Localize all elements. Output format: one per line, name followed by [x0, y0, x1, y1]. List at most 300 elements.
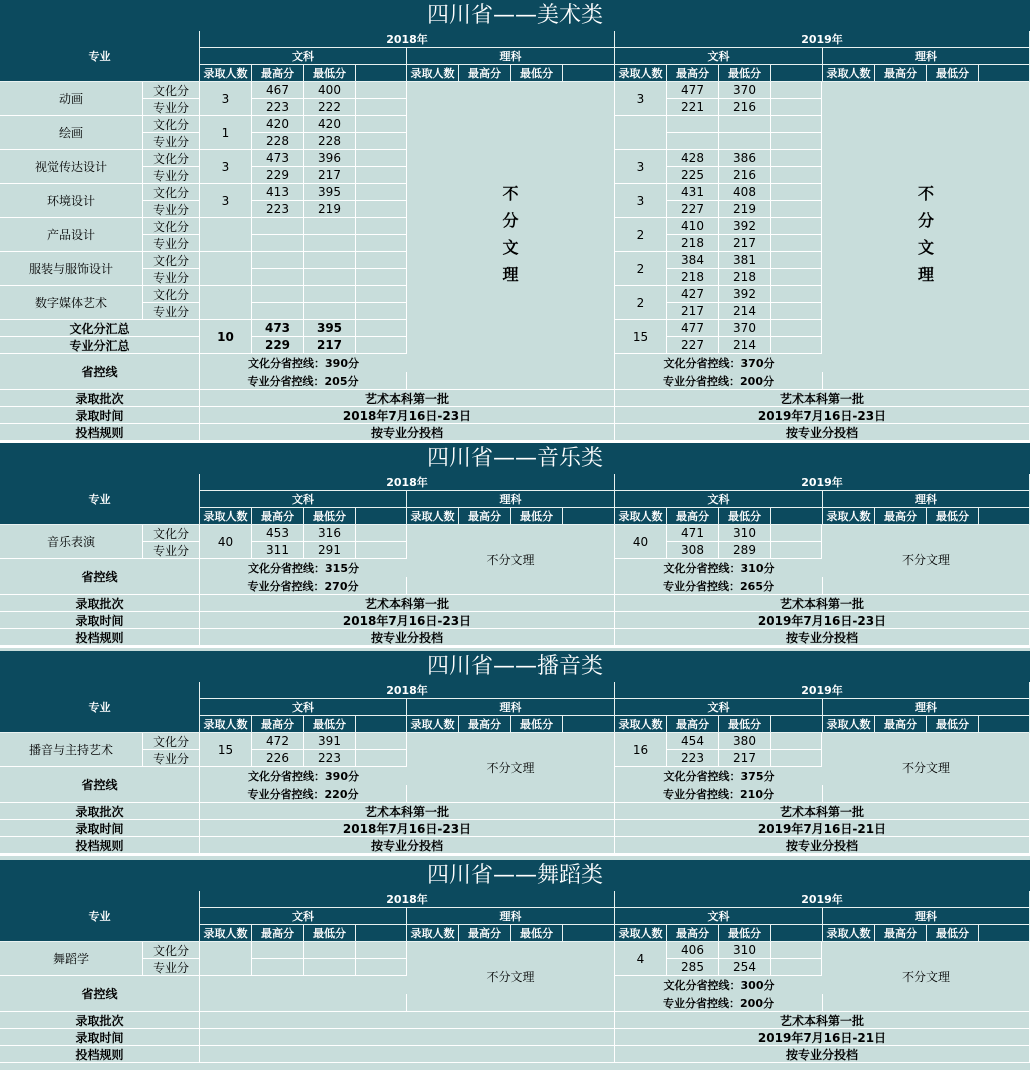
major-max-score: 308: [667, 542, 719, 559]
spare-cell: [771, 525, 822, 542]
culture-min-score: 392: [719, 286, 771, 303]
culture-min-score: 310: [719, 942, 771, 959]
column-header: 最低分: [719, 65, 771, 82]
spare-cell: [771, 286, 822, 303]
column-header: 最低分: [304, 65, 356, 82]
column-header: 录取人数: [823, 925, 875, 942]
section-title: 四川省——音乐类: [0, 443, 1030, 474]
culture-min-score: 400: [304, 82, 356, 99]
column-header: 最低分: [511, 508, 563, 525]
major-name: 绘画: [0, 116, 143, 150]
major-name: 动画: [0, 82, 143, 116]
culture-max-score: 420: [252, 116, 304, 133]
spare-cell: [356, 542, 407, 559]
major-min-score: 289: [719, 542, 771, 559]
culture-min-score: 316: [304, 525, 356, 542]
major-header: 专业: [0, 682, 200, 733]
culture-max-score: [252, 286, 304, 303]
like-header: 理科: [823, 491, 1030, 508]
summary-major-max: 229: [252, 337, 304, 354]
major-max-score: 226: [252, 750, 304, 767]
admitted-count: 2: [615, 252, 667, 286]
major-max-score: 223: [252, 201, 304, 218]
major-max-score: 218: [667, 235, 719, 252]
admitted-count: 3: [615, 184, 667, 218]
column-header-spare: [771, 925, 823, 942]
major-max-score: [667, 133, 719, 150]
major-max-score: 218: [667, 269, 719, 286]
info-value-2018: 2018年7月16日-23日: [200, 612, 615, 629]
culture-max-score: 384: [667, 252, 719, 269]
score-type-label: 文化分: [143, 82, 200, 99]
info-value-2019: 艺术本科第一批: [615, 803, 1030, 820]
score-type-label: 专业分: [143, 959, 200, 976]
spare-cell: [771, 320, 822, 337]
column-header: 最高分: [875, 925, 927, 942]
info-value-2019: 按专业分投档: [615, 424, 1030, 441]
column-header: 最高分: [875, 508, 927, 525]
major-control-line-2019: 专业分省控线：200分: [615, 372, 823, 390]
section-separator: [0, 646, 1030, 648]
like-header: 理科: [823, 48, 1030, 65]
like-header: 理科: [407, 699, 615, 716]
major-min-score: [304, 269, 356, 286]
wenke-header: 文科: [200, 48, 407, 65]
spare-cell: [771, 942, 822, 959]
column-header: 录取人数: [407, 716, 459, 733]
score-type-label: 文化分: [143, 733, 200, 750]
info-value-2018: 2018年7月16日-23日: [200, 407, 615, 424]
column-header: 录取人数: [615, 925, 667, 942]
column-header: 录取人数: [407, 925, 459, 942]
spare-cell: [356, 116, 407, 133]
culture-min-score: [304, 252, 356, 269]
control-line-label: 省控线: [0, 767, 200, 803]
column-header: 最低分: [511, 925, 563, 942]
year-2018-header: 2018年: [200, 31, 615, 48]
section-title: 四川省——播音类: [0, 651, 1030, 682]
spare-cell: [356, 303, 407, 320]
summary-admitted-count: 15: [615, 320, 667, 354]
major-max-score: 228: [252, 133, 304, 150]
column-header: 最高分: [667, 925, 719, 942]
major-name: 视觉传达设计: [0, 150, 143, 184]
spare-cell: [356, 99, 407, 116]
column-header-spare: [356, 508, 407, 525]
column-header: 最高分: [667, 716, 719, 733]
culture-control-line-2018: 文化分省控线：390分: [248, 357, 359, 370]
score-type-label: 文化分: [143, 525, 200, 542]
column-header: 最低分: [719, 508, 771, 525]
info-value-2018: [200, 1012, 615, 1029]
major-name: 服装与服饰设计: [0, 252, 143, 286]
summary-major-min: 214: [719, 337, 771, 354]
section-title: 四川省——美术类: [0, 0, 1030, 31]
score-type-label: 文化分: [143, 942, 200, 959]
section-title: 四川省——舞蹈类: [0, 860, 1030, 891]
column-header: 最高分: [459, 925, 511, 942]
culture-control-line-2019: 文化分省控线：370分: [663, 357, 775, 370]
spare-cell: [356, 286, 407, 303]
score-type-label: 专业分: [143, 201, 200, 218]
major-header: 专业: [0, 891, 200, 942]
major-min-score: 254: [719, 959, 771, 976]
info-value-2018: 艺术本科第一批: [200, 803, 615, 820]
column-header: 最低分: [719, 925, 771, 942]
culture-min-score: [304, 286, 356, 303]
spare-cell: [356, 82, 407, 99]
like-header: 理科: [823, 699, 1030, 716]
column-header-spare: [771, 65, 823, 82]
culture-min-score: [304, 942, 356, 959]
summary-culture-max: 473: [252, 320, 304, 337]
major-max-score: 223: [252, 99, 304, 116]
score-type-label: 文化分: [143, 286, 200, 303]
no-split-char: 不: [917, 184, 934, 203]
column-header-spare: [771, 508, 823, 525]
column-header: 录取人数: [615, 716, 667, 733]
culture-control-line-2018: [200, 976, 407, 994]
spare-cell: [356, 959, 407, 976]
spare-cell: [771, 167, 822, 184]
major-min-score: 217: [304, 167, 356, 184]
spare-cell: [771, 99, 822, 116]
info-value-2019: 按专业分投档: [615, 837, 1030, 854]
info-label: 投档规则: [0, 837, 200, 854]
column-header: 录取人数: [407, 508, 459, 525]
column-header: 最高分: [252, 925, 304, 942]
major-name: 产品设计: [0, 218, 143, 252]
column-header-spare: [356, 716, 407, 733]
year-2019-header: 2019年: [615, 31, 1030, 48]
info-label: 录取时间: [0, 1029, 200, 1046]
major-max-score: 311: [252, 542, 304, 559]
admitted-count: 3: [615, 150, 667, 184]
major-max-score: 223: [667, 750, 719, 767]
info-value-2018: 按专业分投档: [200, 424, 615, 441]
info-value-2019: 2019年7月16日-23日: [615, 407, 1030, 424]
major-min-score: 222: [304, 99, 356, 116]
control-line-label: 省控线: [0, 354, 200, 390]
major-header: 专业: [0, 474, 200, 525]
major-max-score: [252, 303, 304, 320]
culture-max-score: 413: [252, 184, 304, 201]
spare-cell: [771, 733, 822, 750]
culture-max-score: 467: [252, 82, 304, 99]
summary-major-min: 217: [304, 337, 356, 354]
wenke-header: 文科: [615, 699, 823, 716]
info-value-2018: 艺术本科第一批: [200, 390, 615, 407]
summary-culture-min: 395: [304, 320, 356, 337]
culture-control-line-2018: 文化分省控线：315分: [248, 562, 359, 575]
major-header: 专业: [0, 31, 200, 82]
column-header: 最高分: [875, 716, 927, 733]
culture-max-score: 453: [252, 525, 304, 542]
spare-cell: [771, 269, 822, 286]
score-type-label: 文化分: [143, 116, 200, 133]
score-type-label: 文化分: [143, 184, 200, 201]
no-split-note: 不分文理: [407, 525, 615, 595]
spare-cell: [771, 218, 822, 235]
culture-max-score: 427: [667, 286, 719, 303]
spare-cell: [771, 82, 822, 99]
culture-min-score: 420: [304, 116, 356, 133]
column-header: 最低分: [304, 716, 356, 733]
admitted-count: 40: [615, 525, 667, 559]
culture-min-score: 392: [719, 218, 771, 235]
admitted-count: 40: [200, 525, 252, 559]
spare-cell: [771, 337, 822, 354]
column-header: 录取人数: [615, 65, 667, 82]
column-header: 最高分: [459, 65, 511, 82]
major-max-score: [252, 235, 304, 252]
column-header: 最低分: [927, 65, 979, 82]
no-split-char: 文: [917, 238, 934, 257]
admitted-count: [200, 286, 252, 320]
column-header: 最高分: [667, 65, 719, 82]
column-header: 录取人数: [407, 65, 459, 82]
admitted-count: 3: [200, 184, 252, 218]
info-label: 录取批次: [0, 1012, 200, 1029]
major-max-score: 225: [667, 167, 719, 184]
year-2018-header: 2018年: [200, 682, 615, 699]
major-control-line-2019: 专业分省控线：200分: [615, 994, 823, 1012]
spare-cell: [356, 150, 407, 167]
culture-min-score: 408: [719, 184, 771, 201]
year-2018-header: 2018年: [200, 891, 615, 908]
spare-cell: [356, 218, 407, 235]
info-label: 录取时间: [0, 820, 200, 837]
major-name: 舞蹈学: [0, 942, 143, 976]
culture-summary-label: 文化分汇总: [0, 320, 200, 337]
culture-control-line-2019: 文化分省控线：375分: [663, 770, 775, 783]
column-header: 最高分: [252, 716, 304, 733]
score-type-label: 文化分: [143, 218, 200, 235]
year-2019-header: 2019年: [615, 474, 1030, 491]
spare-cell: [356, 184, 407, 201]
major-min-score: 217: [719, 235, 771, 252]
column-header-spare: [563, 716, 615, 733]
culture-min-score: [719, 116, 771, 133]
score-type-label: 专业分: [143, 750, 200, 767]
info-value-2019: 艺术本科第一批: [615, 390, 1030, 407]
column-header: 最低分: [927, 716, 979, 733]
info-value-2018: 按专业分投档: [200, 837, 615, 854]
spare-cell: [771, 542, 822, 559]
score-type-label: 文化分: [143, 150, 200, 167]
major-max-score: 285: [667, 959, 719, 976]
summary-culture-max: 477: [667, 320, 719, 337]
major-min-score: 228: [304, 133, 356, 150]
no-split-char: 分: [917, 211, 934, 230]
column-header-spare: [979, 508, 1030, 525]
major-summary-label: 专业分汇总: [0, 337, 200, 354]
column-header-spare: [563, 925, 615, 942]
major-max-score: 217: [667, 303, 719, 320]
column-header-spare: [979, 65, 1030, 82]
column-header-spare: [771, 716, 823, 733]
info-label: 投档规则: [0, 424, 200, 441]
column-header: 最高分: [252, 508, 304, 525]
no-split-note: 不分文理: [407, 733, 615, 803]
spare-cell: [771, 303, 822, 320]
admitted-count: 2: [615, 218, 667, 252]
major-min-score: 217: [719, 750, 771, 767]
score-type-label: 专业分: [143, 133, 200, 150]
spare-cell: [771, 150, 822, 167]
spare-cell: [356, 252, 407, 269]
score-type-label: 专业分: [143, 542, 200, 559]
like-header: 理科: [407, 48, 615, 65]
column-header-spare: [563, 65, 615, 82]
info-value-2018: 艺术本科第一批: [200, 595, 615, 612]
info-label: 录取批次: [0, 803, 200, 820]
culture-max-score: 410: [667, 218, 719, 235]
column-header: 录取人数: [823, 65, 875, 82]
summary-culture-min: 370: [719, 320, 771, 337]
wenke-header: 文科: [200, 699, 407, 716]
culture-min-score: 395: [304, 184, 356, 201]
column-header: 最低分: [511, 65, 563, 82]
spare-cell: [356, 201, 407, 218]
culture-control-line-2019: 文化分省控线：300分: [663, 979, 775, 992]
column-header: 最低分: [719, 716, 771, 733]
culture-max-score: [667, 116, 719, 133]
major-min-score: [304, 959, 356, 976]
admitted-count: 16: [615, 733, 667, 767]
spare-cell: [356, 750, 407, 767]
column-header-spare: [563, 508, 615, 525]
column-header: 最低分: [304, 508, 356, 525]
culture-min-score: 380: [719, 733, 771, 750]
column-header-spare: [979, 925, 1030, 942]
major-max-score: 227: [667, 201, 719, 218]
info-value-2018: [200, 1046, 615, 1063]
wenke-header: 文科: [615, 491, 823, 508]
like-header: 理科: [407, 908, 615, 925]
admitted-count: 1: [200, 116, 252, 150]
admitted-count: 3: [200, 82, 252, 116]
year-2019-header: 2019年: [615, 682, 1030, 699]
culture-min-score: 370: [719, 82, 771, 99]
spare-cell: [771, 235, 822, 252]
spare-cell: [356, 337, 407, 354]
info-value-2018: 2018年7月16日-23日: [200, 820, 615, 837]
no-split-char: 理: [917, 265, 934, 284]
spare-cell: [356, 133, 407, 150]
info-value-2018: [200, 1029, 615, 1046]
info-label: 投档规则: [0, 1046, 200, 1063]
score-type-label: 文化分: [143, 252, 200, 269]
control-line-label: 省控线: [0, 976, 200, 1012]
major-min-score: [719, 133, 771, 150]
column-header: 录取人数: [200, 65, 252, 82]
control-line-label: 省控线: [0, 559, 200, 595]
spare-cell: [356, 733, 407, 750]
admitted-count: 15: [200, 733, 252, 767]
major-min-score: [304, 235, 356, 252]
major-control-line-2018: 专业分省控线：270分: [200, 577, 407, 595]
no-split-note: 不分文理: [407, 942, 615, 1012]
column-header: 最高分: [667, 508, 719, 525]
admitted-count: 3: [615, 82, 667, 116]
culture-min-score: 396: [304, 150, 356, 167]
spare-cell: [771, 750, 822, 767]
score-type-label: 专业分: [143, 235, 200, 252]
admitted-count: [200, 252, 252, 286]
spare-cell: [771, 184, 822, 201]
column-header: 最低分: [927, 925, 979, 942]
year-2018-header: 2018年: [200, 474, 615, 491]
culture-max-score: [252, 218, 304, 235]
column-header: 最高分: [459, 716, 511, 733]
no-split-char: 文: [502, 238, 519, 257]
major-min-score: 216: [719, 99, 771, 116]
major-max-score: [252, 269, 304, 286]
column-header-spare: [356, 925, 407, 942]
major-min-score: 214: [719, 303, 771, 320]
major-name: 音乐表演: [0, 525, 143, 559]
score-type-label: 专业分: [143, 167, 200, 184]
no-split-char: 不: [502, 184, 519, 203]
admitted-count: [200, 942, 252, 976]
major-name: 播音与主持艺术: [0, 733, 143, 767]
major-min-score: 218: [719, 269, 771, 286]
culture-max-score: [252, 942, 304, 959]
no-split-note: 不分文理: [823, 942, 1030, 1012]
culture-max-score: 406: [667, 942, 719, 959]
spare-cell: [771, 201, 822, 218]
no-split-note: 不分文理: [823, 733, 1030, 803]
info-label: 录取批次: [0, 390, 200, 407]
summary-major-max: 227: [667, 337, 719, 354]
spare-cell: [771, 116, 822, 133]
column-header: 最高分: [875, 65, 927, 82]
culture-control-line-2018: 文化分省控线：390分: [248, 770, 359, 783]
info-label: 录取时间: [0, 407, 200, 424]
column-header-spare: [356, 65, 407, 82]
culture-min-score: 381: [719, 252, 771, 269]
spare-cell: [356, 320, 407, 337]
info-value-2019: 2019年7月16日-21日: [615, 820, 1030, 837]
column-header: 录取人数: [823, 716, 875, 733]
column-header: 最高分: [252, 65, 304, 82]
info-label: 投档规则: [0, 629, 200, 646]
major-min-score: 223: [304, 750, 356, 767]
culture-max-score: 454: [667, 733, 719, 750]
major-max-score: 221: [667, 99, 719, 116]
info-value-2019: 艺术本科第一批: [615, 595, 1030, 612]
spare-cell: [771, 252, 822, 269]
column-header: 录取人数: [823, 508, 875, 525]
year-2019-header: 2019年: [615, 891, 1030, 908]
like-header: 理科: [407, 491, 615, 508]
culture-min-score: 310: [719, 525, 771, 542]
major-control-line-2019: 专业分省控线：210分: [615, 785, 823, 803]
column-header: 录取人数: [200, 716, 252, 733]
spare-cell: [356, 942, 407, 959]
spare-cell: [356, 167, 407, 184]
column-header: 录取人数: [200, 925, 252, 942]
admitted-count: 4: [615, 942, 667, 976]
column-header: 最高分: [459, 508, 511, 525]
spare-cell: [356, 269, 407, 286]
spare-cell: [771, 959, 822, 976]
culture-max-score: 431: [667, 184, 719, 201]
column-header: 最低分: [511, 716, 563, 733]
no-split-char: 理: [502, 265, 519, 284]
major-control-line-2018: 专业分省控线：220分: [200, 785, 407, 803]
